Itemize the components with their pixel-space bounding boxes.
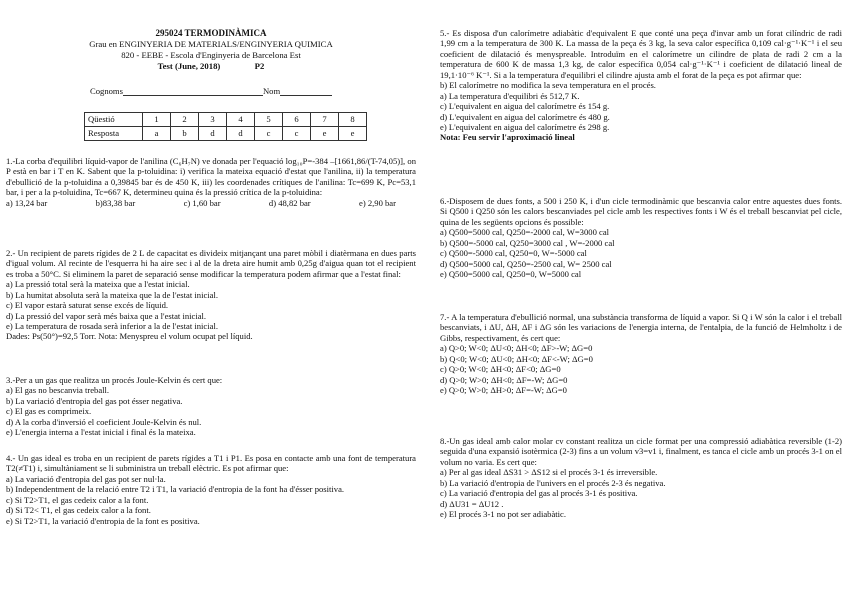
- option: c) 1,60 bar: [183, 197, 221, 208]
- option: a) La temperatura d'equilibri és 512,7 K.: [440, 90, 580, 101]
- answer-row: [85, 127, 367, 141]
- option: b) La variació d'entropia de l'univers en el procés 2-3 és negativa.: [440, 477, 666, 488]
- question-4: [6, 453, 416, 526]
- answer-cell: a: [143, 127, 171, 141]
- option: a) 13,24 bar: [6, 197, 48, 208]
- question-3: [6, 375, 416, 438]
- exam-header: [6, 28, 416, 72]
- question-number: 2: [171, 113, 199, 127]
- answer-cell: d: [199, 127, 227, 141]
- option: e) Q500=5000 cal, Q250=0, W=5000 cal: [440, 269, 582, 280]
- option: c) El vapor estarà saturat sense excés de líquid.: [6, 300, 169, 311]
- question-2: [6, 248, 416, 342]
- option: b) El calorímetre no modifica la seva temperatura en el procés.: [440, 80, 656, 91]
- name-fields: [90, 86, 332, 96]
- option: b) Q<0; W<0; ΔU<0; ΔH<0; ΔF<-W; ΔG=0: [440, 353, 593, 364]
- question-2-note: Dades: Ps(50°)=92,5 Torr. Nota: Menyspreu el volum ocupat pel líquid.: [6, 331, 253, 342]
- question-7: [440, 312, 842, 395]
- option: e) El procés 3-1 no pot ser adiabàtic.: [440, 509, 566, 520]
- option: a) La pressió total serà la mateixa que a l'estat inicial.: [6, 279, 190, 290]
- answer-table: [84, 112, 367, 141]
- option: d) La pressió del vapor serà més baixa que a l'estat inicial.: [6, 310, 207, 321]
- question-number: 4: [227, 113, 255, 127]
- option: b) La humitat absoluta serà la mateixa que la de l'estat inicial.: [6, 289, 219, 300]
- surname-label: Cognoms: [90, 86, 123, 96]
- option: b)83,38 bar: [95, 197, 136, 208]
- question-1-text: 1.-La corba d'equilibri líquid-vapor de l'anilina (C₆H₇N) ve donada per l'equació log₁₀P=-384 –[1661,86/(T-74,05)], on P està en bar i T en K. Sabent que la p-toluidina: i) verifica la mateixa equació d'estat que l'anilina, ii) la temperatura d'ebullició de la p-toluidina a 0,39845 bar és de 450 K, iii) les coordenades crítiques de l'anilina: Tc=699 K, Pc=53,1 bar, i per a la p-toluidina, Tc=667 K, determineu quina és la pressió crítica de la p-toluidina:: [6, 156, 416, 198]
- question-7-text: 7.- A la temperatura d'ebullició normal, una substància transforma de líquid a vapor. Si Q i W són la calor i el treball bescanviats, i ΔU, ΔH, ΔF i ΔG són les variacions de l'energia interna, de l'entalpia, de la funció de Helmholtz i de Gibbs, respectivament, és cert que:: [440, 312, 842, 343]
- question-7-options: [440, 343, 842, 395]
- question-number: 3: [199, 113, 227, 127]
- answer-cell: e: [311, 127, 339, 141]
- question-5: [440, 28, 842, 143]
- option: c) Q>0; W<0; ΔH<0; ΔF<0; ΔG=0: [440, 364, 561, 375]
- option: b) Independentment de la relació entre T2 i T1, la variació d'entropia de la font ha d'ésser positiva.: [6, 484, 345, 495]
- option: d) 48,82 bar: [268, 197, 311, 208]
- name-field[interactable]: [280, 87, 332, 96]
- option: c) La variació d'entropia del gas al procés 3-1 és positiva.: [440, 488, 638, 499]
- question-row: [85, 113, 367, 127]
- question-number: 6: [283, 113, 311, 127]
- degree-line: Grau en ENGINYERIA DE MATERIALS/ENGINYERIA QUIMICA: [89, 39, 333, 49]
- option: e) L'energia interna a l'estat inicial i final és la mateixa.: [6, 427, 196, 438]
- option: c) L'equivalent en aigua del calorímetre és 154 g.: [440, 101, 610, 112]
- school-line: 820 - EEBE - Escola d'Enginyeria de Barcelona Est: [121, 50, 301, 60]
- option: c) Si T2>T1, el gas cedeix calor a la font.: [6, 494, 149, 505]
- question-3-options: [6, 385, 416, 437]
- surname-field[interactable]: [123, 87, 263, 96]
- option: b) Q500=-5000 cal, Q250=3000 cal , W=-2000 cal: [440, 237, 615, 248]
- option: b) La variació d'entropia del gas pot ésser negativa.: [6, 395, 183, 406]
- question-5-note: Nota: Feu servir l'aproximació lineal: [440, 132, 575, 143]
- option: a) La variació d'entropia del gas pot ser nul·la.: [6, 473, 166, 484]
- option: c) El gas es comprimeix.: [6, 406, 92, 417]
- question-2-text: 2.- Un recipient de parets rígides de 2 L de capacitat es divideix mitjançant una paret mòbil i diatèrmana en dues parts d'igual volum. Al recinte de l'esquerra hi ha aire sec i al de la dreta aire humit amb 0,25g d'aigua quan tot el recipient es troba a 50°C. Si eliminem la paret de separació sense modificar la temperatura podem afirmar que a l'estat final:: [6, 248, 416, 279]
- question-6: [440, 196, 842, 279]
- question-number: 1: [143, 113, 171, 127]
- question-number: 8: [339, 113, 367, 127]
- option: d) Q500=5000 cal, Q250=-2500 cal, W= 2500 cal: [440, 258, 612, 269]
- option: e) Si T2>T1, la variació d'entropia de la font es positiva.: [6, 515, 200, 526]
- question-6-text: 6.-Disposem de dues fonts, a 500 i 250 K, i d'un cicle termodinàmic que bescanvia calor entre aquestes dues fonts. Si Q500 i Q250 són les calors bescanviades pel cicle amb les respectives fonts i W és el treball bescanviat pel cicle, quina de les següents opcions és possible:: [440, 196, 842, 227]
- question-8: [440, 436, 842, 519]
- answer-cell: d: [227, 127, 255, 141]
- test-date: Test (June, 2018): [157, 61, 221, 71]
- option: a) Q500=5000 cal, Q250=-2000 cal, W=3000 cal: [440, 227, 610, 238]
- option: d) Q>0; W>0; ΔH<0; ΔF=-W; ΔG=0: [440, 374, 568, 385]
- test-line: [6, 61, 416, 72]
- question-row-label: Qüestió: [85, 113, 143, 127]
- answer-row-label: Resposta: [85, 127, 143, 141]
- question-number: 7: [311, 113, 339, 127]
- question-1: [6, 156, 416, 208]
- question-4-options: [6, 474, 416, 526]
- option: e) Q>0; W>0; ΔH>0; ΔF=-W; ΔG=0: [440, 385, 567, 396]
- option: d) Si T2< T1, el gas cedeix calor a la font.: [6, 505, 151, 516]
- answer-cell: b: [171, 127, 199, 141]
- option: a) Q>0; W<0; ΔU<0; ΔH<0; ΔF>-W; ΔG=0: [440, 343, 593, 354]
- option: e) 2,90 bar: [359, 197, 396, 208]
- question-number: 5: [255, 113, 283, 127]
- answer-cell: e: [339, 127, 367, 141]
- option: a) Per al gas ideal ΔS31 > ΔS12 si el procés 3-1 és irreversible.: [440, 467, 658, 478]
- question-8-options: [440, 467, 842, 519]
- option: d) ΔU31 = ΔU12 .: [440, 498, 504, 509]
- option: e) La temperatura de rosada serà inferior a la de l'estat inicial.: [6, 321, 218, 332]
- question-2-options: [6, 279, 416, 341]
- question-8-text: 8.-Un gas ideal amb calor molar cv constant realitza un cicle format per una compressió adiabàtica reversible (1-2) seguida d'una expansió isotèrmica (2-3) fins a un volum v3=v1 i, finalment, es tanca el cicle amb un procés 3-1 on el volum no varia. Es cert que:: [440, 436, 842, 467]
- question-5-options: [440, 80, 842, 142]
- option: e) L'equivalent en aigua del calorímetre és 298 g.: [440, 122, 610, 133]
- question-5-text: 5.- Es disposa d'un calorímetre adiabàtic d'equivalent E que conté una peça d'invar amb un forat cilíndric de radi 1,99 cm a la temperatura de 300 K. La massa de la peça és 3 kg, la seva calor específica 0,109 cal·g⁻¹·K⁻¹ i el seu coeficient de dilatació és menyspreable. Introduïm en el calorímetre un cilindre de plata de radi 2 cm a la temperatura de 600 K de massa 1,3 kg, de calor específica 0,054 cal·g⁻¹·K⁻¹ i coeficient de dilatació lineal de 19,1·10⁻⁶ K⁻¹. Si a la temperatura d'equilibri el cilindre ajusta amb el forat de la peça es pot afirmar que:: [440, 28, 842, 80]
- option: d) L'equivalent en aigua del calorímetre és 480 g.: [440, 111, 610, 122]
- name-label: Nom: [262, 86, 281, 96]
- option: d) A la corba d'inversió el coeficient Joule-Kelvin és nul.: [6, 416, 202, 427]
- question-3-text: 3.-Per a un gas que realitza un procés Joule-Kelvin és cert que:: [6, 375, 223, 385]
- test-part: P2: [254, 61, 265, 71]
- answer-cell: c: [255, 127, 283, 141]
- option: c) Q500=-5000 cal, Q250=0, W=-5000 cal: [440, 248, 587, 259]
- course-title: 295024 TERMODINÀMICA: [155, 28, 267, 38]
- option: a) El gas no bescanvia treball.: [6, 385, 110, 396]
- answer-cell: c: [283, 127, 311, 141]
- question-1-options: [6, 198, 416, 208]
- question-4-text: 4.- Un gas ideal es troba en un recipient de parets rígides a T1 i P1. Es posa en contacte amb una font de temperatura T2(≠T1) i, simultàniament se li subministra un treball elèctric. Es pot afirmar que:: [6, 453, 416, 474]
- question-6-options: [440, 227, 842, 279]
